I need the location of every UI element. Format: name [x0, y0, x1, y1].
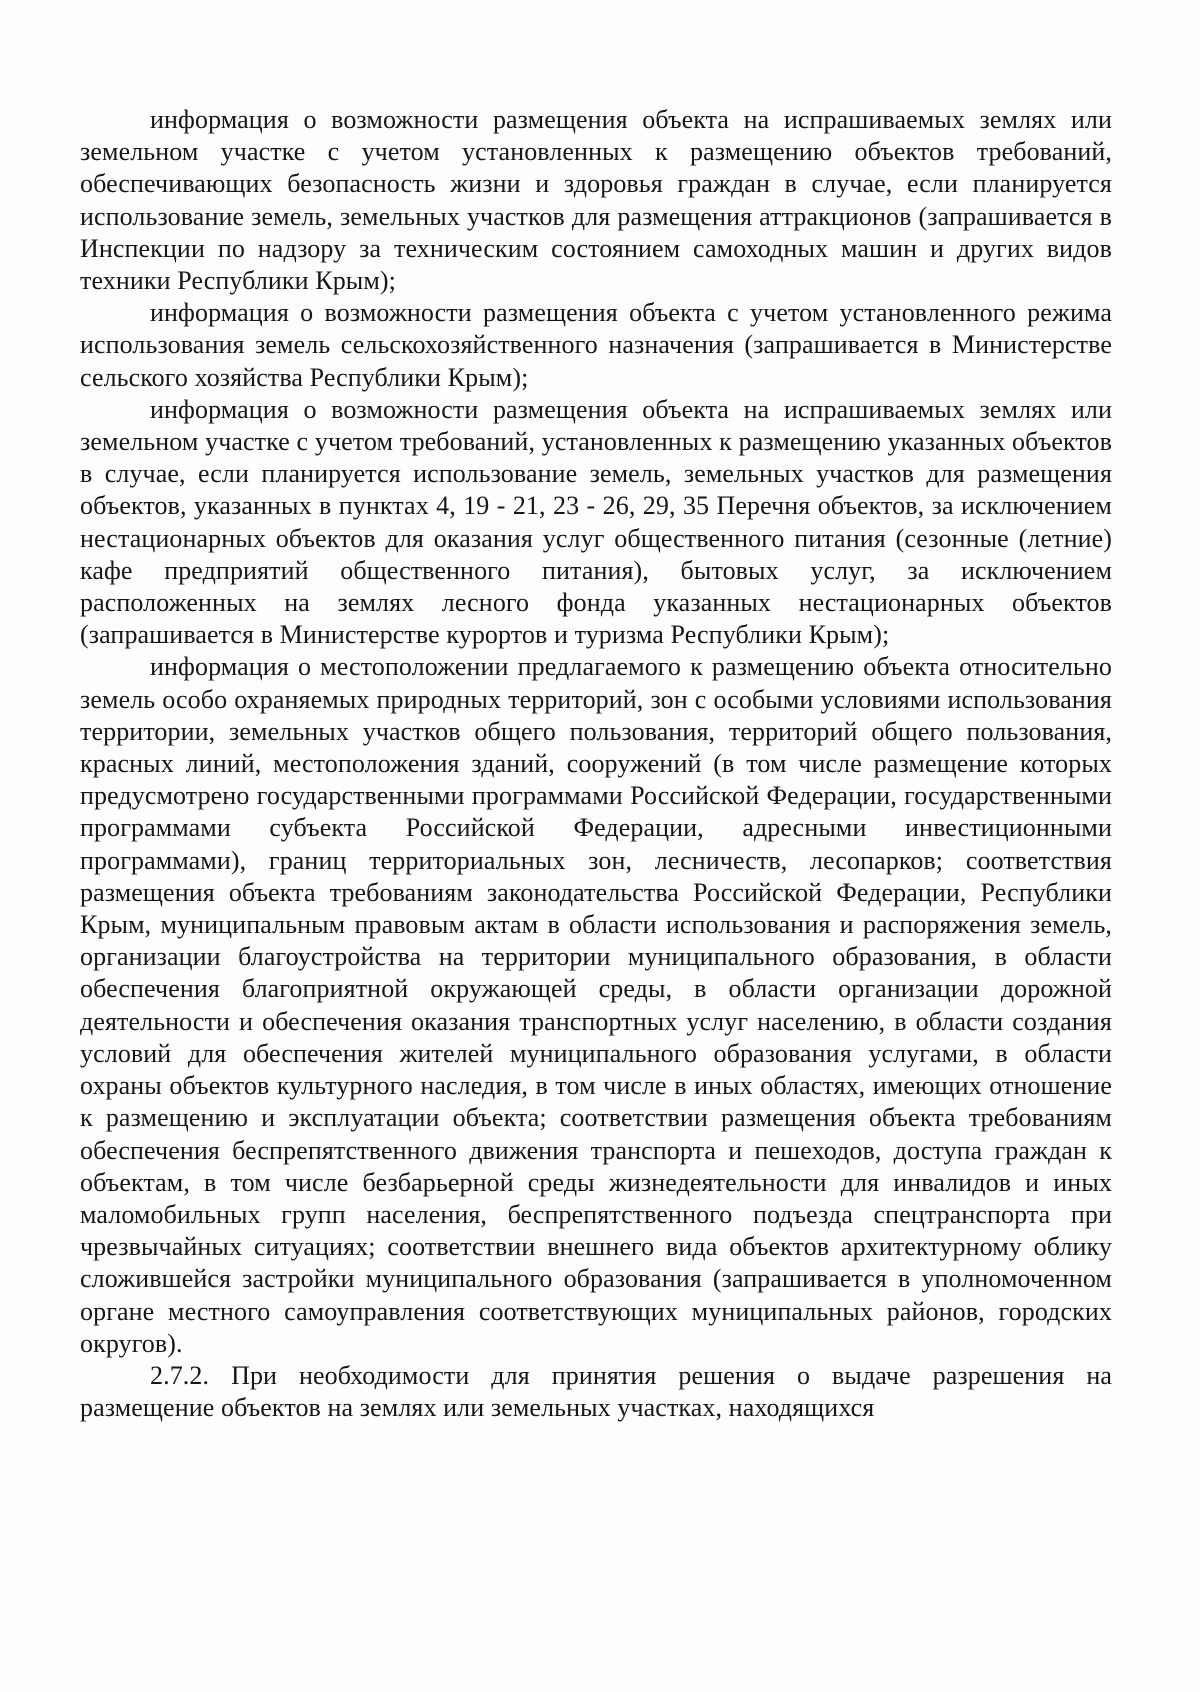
- document-body: [80, 104, 1112, 1424]
- paragraph-section-2-7-2: 2.7.2. При необходимости для принятия решения о выдаче разрешения на размещение объектов на землях или земельных участках, находящихся: [80, 1360, 1112, 1423]
- paragraph-attractions-info: информация о возможности размещения объекта на испрашиваемых землях или земельном участке с учетом установленных к размещению объектов требований, обеспечивающих безопасность жизни и здоровья граждан в случае, если планируется использование земель, земельных участков для размещения аттракционов (запрашивается в Инспекции по надзору за техническим состоянием самоходных машин и других видов техники Республики Крым);: [80, 105, 1112, 296]
- paragraph-resorts-info: информация о возможности размещения объекта на испрашиваемых землях или земельном участке с учетом требований, установленных к размещению указанных объектов в случае, если планируется использование земель, земельных участков для размещения объектов, указанных в пунктах 4, 19 - 21, 23 - 26, 29, 35 Перечня объектов, за исключением нестационарных объектов для оказания услуг общественного питания (сезонные (летние) кафе предприятий общественного питания), бытовых услуг, за исключением расположенных на землях лесного фонда указанных нестационарных объектов (запрашивается в Министерстве курортов и туризма Республики Крым);: [80, 394, 1112, 650]
- paragraph-agricultural-info: информация о возможности размещения объекта с учетом установленного режима использования земель сельскохозяйственного назначения (запрашивается в Министерстве сельского хозяйства Республики Крым);: [80, 298, 1112, 392]
- paragraph-location-info: информация о местоположении предлагаемого к размещению объекта относительно земель особо охраняемых природных территорий, зон с особыми условиями использования территории, земельных участков общего пользования, территорий общего пользования, красных линий, местоположения зданий, сооружений (в том числе размещение которых предусмотрено государственными программами Российской Федерации, государственными программами субъекта Российской Федерации, адресными инвестиционными программами), границ территориальных зон, лесничеств, лесопарков; соответствия размещения объекта требованиям законодательства Российской Федерации, Республики Крым, муниципальным правовым актам в области использования и распоряжения земель, организации благоустройства на территории муниципального образования, в области обеспечения благоприятной окружающей среды, в области организации дорожной деятельности и обеспечения оказания транспортных услуг населению, в области создания условий для обеспечения жителей муниципального образования услугами, в области охраны объектов культурного наследия, в том числе в иных областях, имеющих отношение к размещению и эксплуатации объекта; соответствии размещения объекта требованиям обеспечения беспрепятственного движения транспорта и пешеходов, доступа граждан к объектам, в том числе безбарьерной среды жизнедеятельности для инвалидов и иных маломобильных групп населения, беспрепятственного подъезда спецтранспорта при чрезвычайных ситуациях; соответствии внешнего вида объектов архитектурному облику сложившейся застройки муниципального образования (запрашивается в уполномоченном органе местного самоуправления соответствующих муниципальных районов, городских округов).: [80, 652, 1112, 1358]
